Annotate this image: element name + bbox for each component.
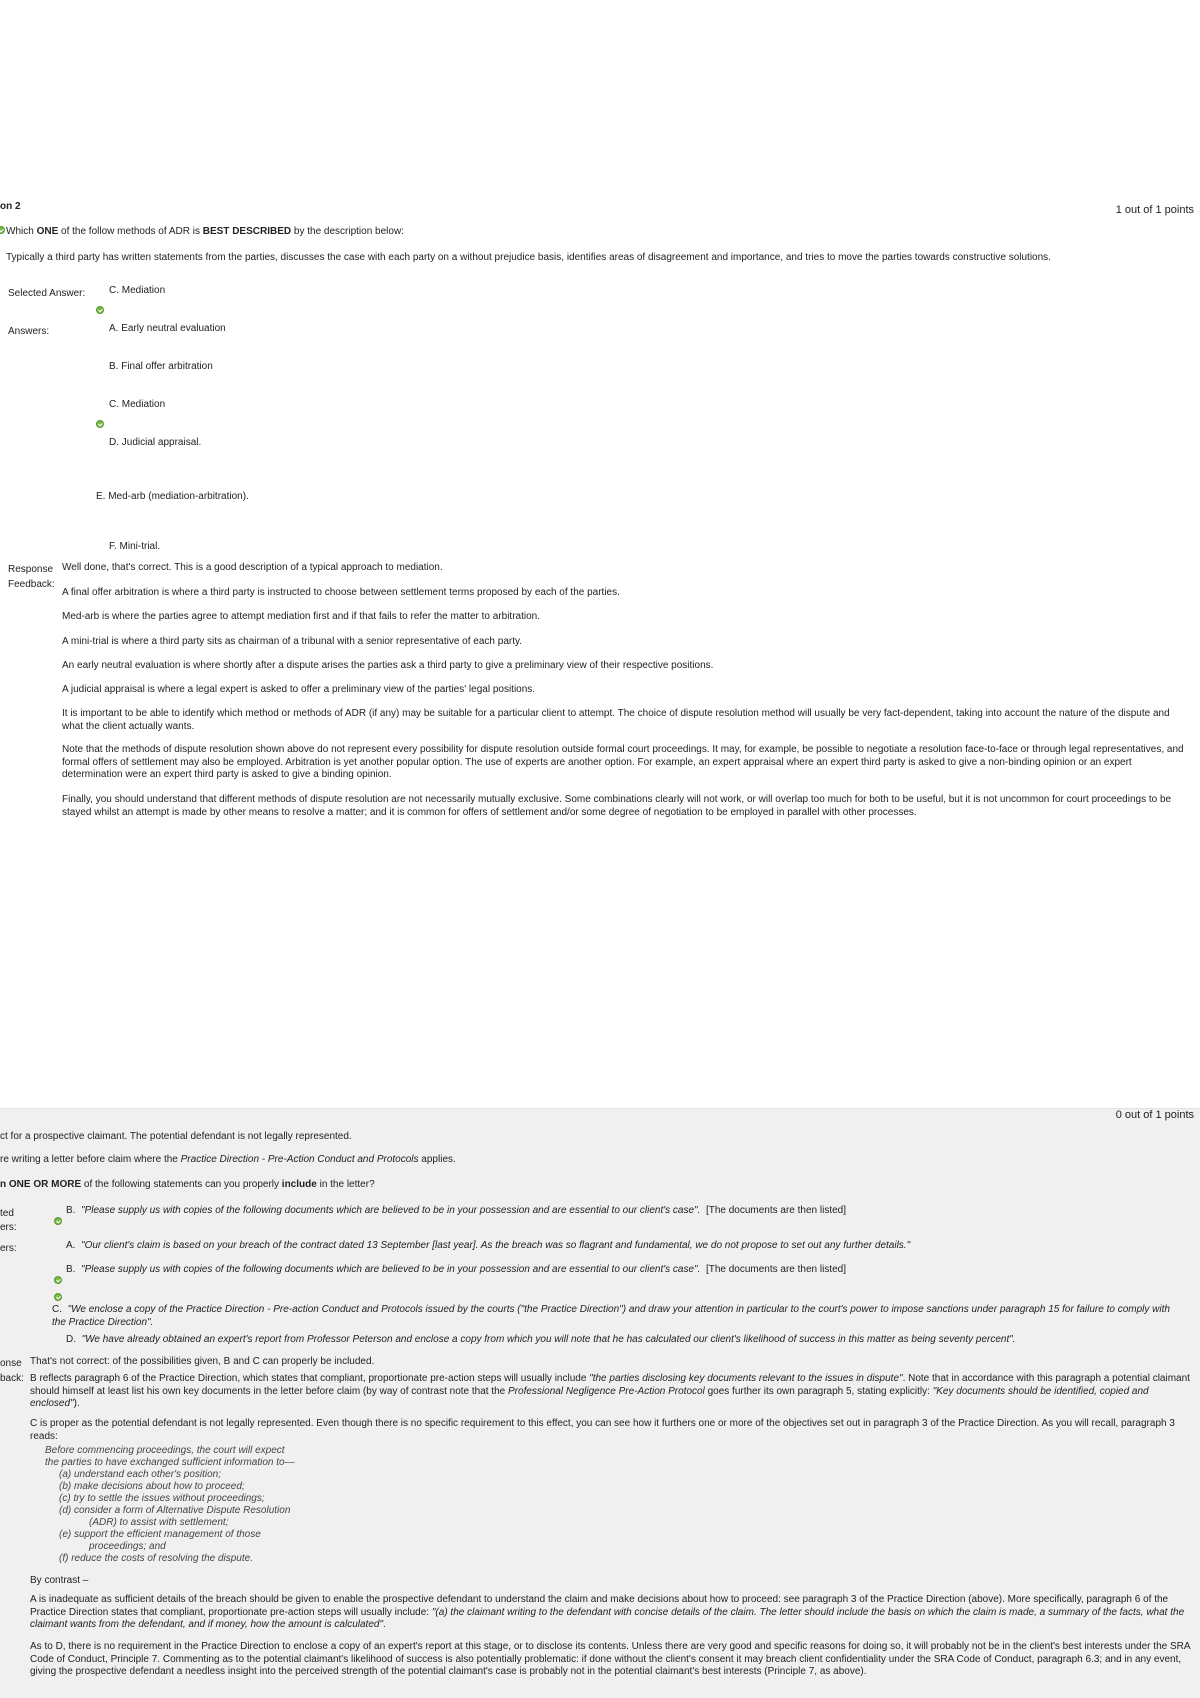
feedback-paragraph: As to D, there is no requirement in the Practice Direction to enclose a copy of an expert's report at this stage, or to disclose its contents. Unless there are very good and specific reasons for doing so, it will probably not be in the client's best interests under the SRA Code of Conduct, Principle 7. Commenting as to the potential claimant's likelihood of success is also potentially problematic: if done without the client's consent it may breach client confidentiality under the SRA Code of Conduct, paragraph 6.3; and in any event, giving the prospective defendant a needless insight into the perceived strength of the potential claimant's case is probably not in the potential claimant's best interests (Principle 7, as above). <box>30 1641 1190 1677</box>
quote-line: (f) reduce the costs of resolving the dispute. <box>59 1553 253 1564</box>
feedback-paragraph: Med-arb is where the parties agree to attempt mediation first and if that fails to refer the matter to arbitration. <box>62 611 541 622</box>
feedback-label: Response Feedback: <box>8 564 55 590</box>
answer-option-c: C. "We enclose a copy of the Practice Direction - Pre-action Conduct and Protocols issued by the courts ("the Practice Direction") and draw your attention in particular to the court's power to impose sanctions under paragraph 15 for failure to comply with the Practice Direction". <box>52 1304 1170 1328</box>
answer-option-d: D. Judicial appraisal. <box>109 437 202 448</box>
feedback-paragraph: A final offer arbitration is where a third party is instructed to choose between settlement terms proposed by each of the parties. <box>62 587 620 598</box>
question-points: 0 out of 1 points <box>1115 1109 1194 1121</box>
question-line: re writing a letter before claim where the Practice Direction - Pre-Action Conduct and Protocols applies. <box>0 1154 456 1165</box>
question-title: on 2 <box>0 201 21 212</box>
question-points: 1 out of 1 points <box>1115 204 1194 216</box>
check-icon <box>54 1217 62 1225</box>
answer-option-b: B. "Please supply us with copies of the following documents which are believed to be in your possession and are essential to our client's case". [The documents are then listed] <box>66 1264 847 1275</box>
feedback-paragraph: That's not correct: of the possibilities given, B and C can properly be included. <box>30 1356 375 1367</box>
selected-answer-value: C. Mediation <box>109 285 166 296</box>
answer-option-d: D. "We have already obtained an expert's report from Professor Peterson and enclose a copy from which you will note that he has calculated our client's likelihood of success in this matter as being seventy percent". <box>66 1334 1016 1345</box>
answers-label: Answers: <box>8 326 50 337</box>
selected-answer-value: B. "Please supply us with copies of the following documents which are believed to be in your possession and are essential to our client's case". [The documents are then listed] <box>66 1205 847 1216</box>
answer-option-c: C. Mediation <box>109 399 166 410</box>
question-prompt: n ONE OR MORE of the following statements can you properly include in the letter? <box>0 1179 375 1190</box>
question-prompt: Which ONE of the follow methods of ADR is BEST DESCRIBED by the description below: <box>6 226 404 237</box>
quote-line: (e) support the efficient management of those <box>59 1529 261 1540</box>
quote-line: (d) consider a form of Alternative Dispute Resolution <box>59 1505 291 1516</box>
selected-answer-label: ted ers: <box>0 1208 17 1233</box>
feedback-paragraph: Finally, you should understand that different methods of dispute resolution are not necessarily mutually exclusive. Some combinations clearly will not work, or will overlap too much for both to be useful, but it is not uncommon for court proceedings to be stayed whilst an attempt is made by other means to resolve a matter; and it is common for offers of settlement and/or some degree of negotiation to be employed in parallel with other processes. <box>62 794 1172 818</box>
question-3 <box>0 1108 1200 1698</box>
quote-line: (ADR) to assist with settlement; <box>89 1517 229 1528</box>
feedback-paragraph: Note that the methods of dispute resolution shown above do not represent every possibility for dispute resolution outside formal court proceedings. It may, for example, be possible to negotiate a resolution face-to-face or through legal representatives, and formal offers of settlement may also be employed. Arbitration is yet another popular option. The use of experts are another option. For example, an expert appraisal where an expert third party is asked to give a non-binding opinion or an expert determination were an expert third party is asked to give a binding opinion. <box>62 744 1184 780</box>
check-icon <box>0 226 5 234</box>
feedback-paragraph: C is proper as the potential defendant is not legally represented. Even though there is no specific requirement to this effect, you can see how it furthers one or more of the objectives set out in paragraph 3 of the Practice Direction. As you will recall, paragraph 3 reads: <box>30 1418 1175 1442</box>
feedback-paragraph: A judicial appraisal is where a legal expert is asked to offer a preliminary view of the parties' legal positions. <box>62 684 536 695</box>
answer-option-a: A. "Our client's claim is based on your breach of the contract dated 13 September [last year]. As the breach was so flagrant and fundamental, we do not propose to set out any further details." <box>66 1240 911 1251</box>
quote-line: proceedings; and <box>89 1541 166 1552</box>
quote-line: the parties to have exchanged sufficient information to— <box>45 1457 295 1468</box>
feedback-paragraph: B reflects paragraph 6 of the Practice Direction, which states that compliant, proportionate pre-action steps will usually include "the parties disclosing key documents relevant to the issues in dispute". Note that in accordance with this paragraph a potential claimant should himself at least list his own key documents in the letter before claim (by way of contrast note that the Professional Negligence Pre-Action Protocol goes further its own paragraph 5, stating explicitly: "Key documents should be identified, copied and enclosed"). <box>30 1373 1190 1409</box>
answer-option-e: E. Med-arb (mediation-arbitration). <box>96 491 249 502</box>
question-line: ct for a prospective claimant. The potential defendant is not legally represented. <box>0 1131 352 1142</box>
answers-label: ers: <box>0 1243 17 1254</box>
quote-line: (a) understand each other's position; <box>59 1469 222 1480</box>
feedback-label: onse back: <box>0 1358 24 1384</box>
question-2 <box>0 196 1200 836</box>
answer-option-b: B. Final offer arbitration <box>109 361 213 372</box>
check-icon <box>54 1276 62 1284</box>
check-icon <box>96 420 104 428</box>
selected-answer-label: Selected Answer: <box>8 288 86 299</box>
quote-line: (b) make decisions about how to proceed; <box>59 1481 245 1492</box>
feedback-paragraph: It is important to be able to identify which method or methods of ADR (if any) may be suitable for a particular client to attempt. The choice of dispute resolution method will usually be very fact-dependent, taking into account the nature of the dispute and what the client actually wants. <box>62 708 1170 732</box>
quote-line: (c) try to settle the issues without proceedings; <box>59 1493 265 1504</box>
check-icon <box>96 306 104 314</box>
feedback-paragraph: A is inadequate as sufficient details of the breach should be given to enable the prospective defendant to understand the claim and make decisions about how to proceed: see paragraph 3 of the Practice Direction (above). More specifically, paragraph 6 of the Practice Direction states that compliant, proportionate pre-action steps will usually include: "(a) the claimant writing to the defendant with concise details of the claim. The letter should include the basis on which the claim is made, a summary of the facts, what the claimant wants from the defendant, and if money, how the amount is calculated". <box>30 1594 1185 1630</box>
quote-line: Before commencing proceedings, the court will expect <box>45 1445 285 1456</box>
feedback-paragraph: An early neutral evaluation is where shortly after a dispute arises the parties ask a third party to give a preliminary view of their respective positions. <box>62 660 714 671</box>
feedback-paragraph: By contrast – <box>30 1575 89 1586</box>
answer-option-f: F. Mini-trial. <box>109 541 161 552</box>
question-scenario: Typically a third party has written statements from the parties, discusses the case with each party on a without prejudice basis, identifies areas of disagreement and importance, and tries to move the parties towards constructive solutions. <box>6 252 1051 263</box>
feedback-paragraph: A mini-trial is where a third party sits as chairman of a tribunal with a senior representative of each party. <box>62 636 523 647</box>
check-icon <box>54 1293 62 1301</box>
feedback-paragraph: Well done, that's correct. This is a good description of a typical approach to mediation. <box>62 562 443 573</box>
answer-option-a: A. Early neutral evaluation <box>109 323 226 334</box>
